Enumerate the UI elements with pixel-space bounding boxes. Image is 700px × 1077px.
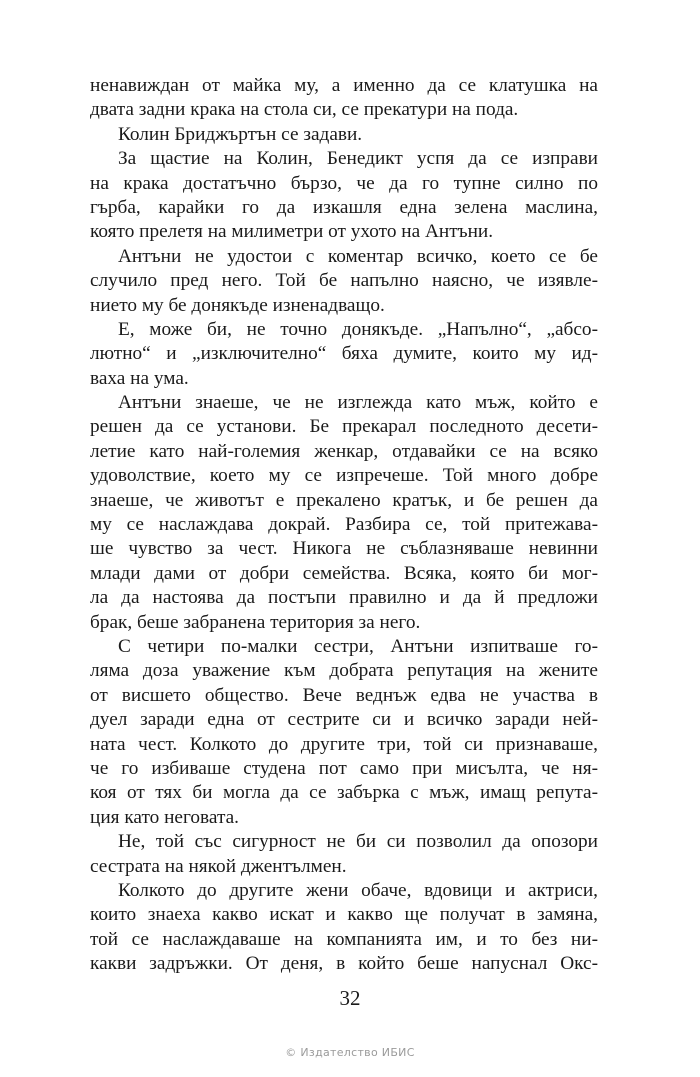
text-line: лютно“ и „изключително“ бяха думите, които му ид- bbox=[90, 343, 598, 365]
text-line: че го избиваше студена пот само при мисълта, че ня- bbox=[90, 757, 598, 779]
text-line: ляма доза уважение към добрата репутация на жените bbox=[90, 660, 598, 682]
text-line: сестрата на някой джентълмен. bbox=[90, 855, 347, 877]
text-line: летие като най-големия женкар, отдавайки се на всяко bbox=[90, 440, 598, 462]
text-line: които знаеха какво искат и какво ще получат в замяна, bbox=[90, 904, 598, 926]
text-line: млади дами от добри семейства. Всяка, която би мог- bbox=[90, 562, 598, 584]
text-line: нието му бе донякъде изненадващо. bbox=[90, 294, 385, 316]
page-number: 32 bbox=[339, 986, 361, 1010]
text-line: С четири по-малки сестри, Антъни изпитваше го- bbox=[118, 635, 598, 657]
text-line: той се наслаждаваше на компанията им, и то без ни- bbox=[90, 928, 598, 950]
text-line: дуел заради една от сестрите си и всичко заради ней- bbox=[90, 709, 598, 731]
text-line: Антъни не удостои с коментар всичко, което се бе bbox=[118, 245, 598, 267]
text-line: ция като неговата. bbox=[90, 806, 239, 828]
text-line: която прелетя на милиметри от ухото на Антъни. bbox=[90, 221, 494, 243]
text-line: му се наслаждава докрай. Разбира се, той притежава- bbox=[90, 514, 598, 536]
text-line: Антъни знаеше, че не изглежда като мъж, който е bbox=[118, 392, 598, 414]
text-line: знаеше, че животът е прекалено кратък, и бе решен да bbox=[90, 489, 598, 511]
text-line: гърба, карайки го да изкашля една зелена маслина, bbox=[90, 196, 598, 218]
text-line: брак, беше забранена територия за него. bbox=[90, 611, 421, 633]
text-line: коя от тях би могла да се забърка с мъж, имащ репута- bbox=[90, 782, 598, 804]
body-text bbox=[90, 74, 598, 976]
text-line: решен да се установи. Бе прекарал последното десети- bbox=[90, 416, 598, 438]
text-line: Не, той със сигурност не би си позволил да опозори bbox=[118, 831, 598, 853]
publisher-watermark: © Издателство ИБИС bbox=[285, 1046, 415, 1059]
text-line: Е, може би, не точно донякъде. „Напълно“, „абсо- bbox=[118, 318, 598, 340]
text-line: ната чест. Колкото до другите три, той си признаваше, bbox=[90, 733, 598, 755]
text-line: За щастие на Колин, Бенедикт успя да се изправи bbox=[118, 148, 598, 170]
text-line: ненавиждан от майка му, а именно да се клатушка на bbox=[90, 75, 598, 96]
text-line: Колин Бриджъртън се задави. bbox=[118, 123, 363, 145]
text-line: ла да настоява да постъпи правилно и да й предложи bbox=[90, 587, 598, 609]
text-line: удоволствие, което му се изпречеше. Той много добре bbox=[90, 465, 598, 487]
text-line: от висшето общество. Вече веднъж едва не участва в bbox=[90, 684, 598, 706]
text-line: двата задни крака на стола си, се прекатури на пода. bbox=[90, 99, 519, 121]
text-line: на крака достатъчно бързо, че да го тупне силно по bbox=[90, 172, 598, 194]
text-line: какви задръжки. От деня, в който беше напуснал Окс- bbox=[90, 953, 598, 975]
text-line: Колкото до другите жени обаче, вдовици и актриси, bbox=[118, 879, 598, 901]
text-line: ше чувство за чест. Никога не съблазняваше невинни bbox=[90, 538, 598, 560]
text-line: случило пред него. Той бе напълно наясно, че изявле- bbox=[90, 270, 598, 292]
text-line: ваха на ума. bbox=[90, 367, 189, 389]
